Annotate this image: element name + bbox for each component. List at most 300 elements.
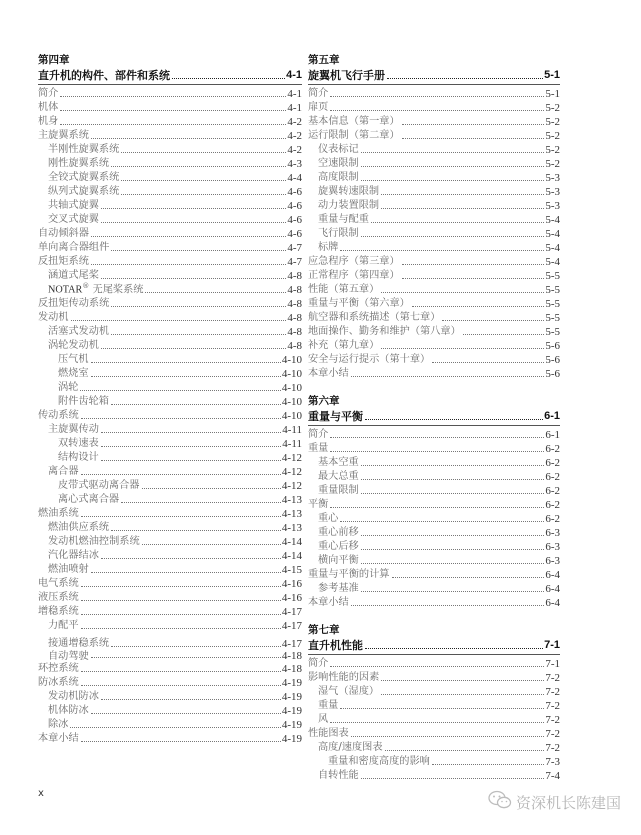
toc-entry[interactable] — [308, 129, 560, 143]
chapter-page: 5-1 — [544, 69, 560, 81]
entry-page: 4-7 — [287, 242, 302, 254]
toc-entry[interactable] — [38, 353, 302, 367]
toc-entry[interactable] — [38, 521, 302, 535]
entry-title: 机体 — [38, 102, 59, 113]
toc-entry[interactable] — [308, 213, 560, 227]
entry-page: 6-2 — [545, 471, 560, 483]
dot-leader — [70, 727, 280, 728]
chapter-title-row[interactable] — [308, 68, 560, 85]
entry-page: 4-6 — [287, 186, 302, 198]
dot-leader — [381, 194, 544, 195]
entry-page: 5-2 — [545, 116, 560, 128]
toc-entry[interactable] — [38, 423, 302, 437]
dot-leader — [91, 362, 281, 363]
toc-entry[interactable] — [308, 512, 560, 526]
entry-title: 发动机防冰 — [48, 691, 99, 702]
entry-title: 补充（第九章） — [308, 340, 380, 351]
dot-leader — [361, 166, 545, 167]
entry-page: 4-8 — [287, 284, 302, 296]
dot-leader — [111, 530, 281, 531]
toc-entry[interactable] — [38, 437, 302, 451]
chapter-title-row[interactable] — [38, 68, 302, 85]
toc-entry[interactable] — [38, 676, 302, 690]
toc-entry[interactable] — [38, 493, 302, 507]
toc-entry[interactable] — [308, 353, 560, 367]
dot-leader — [432, 764, 544, 765]
toc-entry[interactable] — [308, 101, 560, 115]
entry-title: 简介 — [38, 88, 59, 99]
dot-leader — [442, 320, 544, 321]
toc-entry[interactable] — [308, 727, 560, 741]
chapter-page: 4-1 — [286, 69, 302, 81]
dot-leader — [361, 778, 545, 779]
entry-page: 6-3 — [545, 527, 560, 539]
dot-leader — [172, 78, 285, 79]
entry-title: 参考基准 — [318, 583, 359, 594]
dot-leader — [142, 544, 281, 545]
toc-entry[interactable] — [308, 540, 560, 554]
dot-leader — [111, 334, 286, 335]
toc-entry[interactable] — [308, 185, 560, 199]
toc-entry[interactable] — [308, 526, 560, 540]
entry-title: 应急程序（第三章） — [308, 256, 400, 267]
wechat-icon — [488, 790, 512, 814]
entry-title: 防冰系统 — [38, 677, 79, 688]
entry-page: 4-2 — [287, 116, 302, 128]
dot-leader — [121, 180, 286, 181]
toc-entry[interactable] — [38, 101, 302, 115]
entry-title: 安全与运行提示（第十章） — [308, 354, 431, 365]
toc-entry[interactable] — [38, 171, 302, 185]
entry-page: 7-2 — [545, 700, 560, 712]
dot-leader — [351, 605, 545, 606]
entry-page: 6-4 — [545, 569, 560, 581]
dot-leader — [361, 563, 545, 564]
toc-entry[interactable] — [308, 171, 560, 185]
dot-leader — [361, 236, 545, 237]
entry-page: 4-18 — [281, 663, 302, 675]
chapter-title-row[interactable] — [308, 638, 560, 655]
toc-entry[interactable] — [38, 241, 302, 255]
toc-entry[interactable] — [38, 227, 302, 241]
entry-page: 4-12 — [281, 466, 302, 478]
toc-entry[interactable] — [38, 651, 302, 662]
entry-page: 7-1 — [545, 658, 560, 670]
dot-leader — [71, 320, 287, 321]
dot-leader — [111, 166, 286, 167]
toc-entry[interactable] — [38, 690, 302, 704]
dot-leader — [387, 78, 543, 79]
dot-leader — [340, 250, 544, 251]
toc-entry[interactable] — [38, 549, 302, 563]
dot-leader — [381, 348, 544, 349]
dot-leader — [81, 628, 281, 629]
dot-leader — [121, 152, 286, 153]
dot-leader — [91, 572, 281, 573]
entry-page: 5-2 — [545, 158, 560, 170]
dot-leader — [340, 521, 544, 522]
toc-entry[interactable] — [38, 199, 302, 213]
toc-entry[interactable] — [38, 718, 302, 732]
dot-leader — [91, 713, 281, 714]
toc-entry[interactable] — [308, 755, 560, 769]
entry-title: 自动倾斜器 — [38, 228, 89, 239]
dot-leader — [111, 250, 286, 251]
registered-mark: ® — [82, 281, 90, 290]
dot-leader — [91, 236, 286, 237]
toc-entry[interactable] — [38, 605, 302, 619]
entry-page: 4-1 — [287, 102, 302, 114]
entry-title: 双转速表 — [58, 438, 99, 449]
entry-page: 5-6 — [545, 368, 560, 380]
toc-entry[interactable] — [308, 470, 560, 484]
entry-title: 基本信息（第一章） — [308, 116, 400, 127]
toc-entry[interactable] — [308, 596, 560, 610]
dot-leader — [361, 591, 545, 592]
entry-page: 4-19 — [281, 691, 302, 703]
dot-leader — [111, 404, 281, 405]
entry-page: 4-1 — [287, 88, 302, 100]
entry-title: 增稳系统 — [38, 606, 79, 617]
toc-entry[interactable] — [38, 255, 302, 269]
entry-title: 纵列式旋翼系统 — [48, 186, 120, 197]
toc-entry[interactable] — [308, 498, 560, 512]
entry-page: 5-5 — [545, 270, 560, 282]
toc-entry[interactable] — [38, 662, 302, 676]
toc-entry[interactable] — [308, 325, 560, 339]
dot-leader — [330, 110, 544, 111]
entry-title: 液压系统 — [38, 592, 79, 603]
entry-title: 交叉式旋翼 — [48, 214, 99, 225]
entry-title: 重量与平衡的计算 — [308, 569, 390, 580]
entry-page: 5-2 — [545, 102, 560, 114]
entry-page: 4-11 — [282, 424, 302, 436]
dot-leader — [330, 96, 544, 97]
dot-leader — [361, 465, 545, 466]
dot-leader — [463, 334, 545, 335]
dot-leader — [101, 699, 281, 700]
toc-entry[interactable] — [308, 582, 560, 596]
toc-entry[interactable] — [38, 704, 302, 718]
toc-entry[interactable] — [308, 685, 560, 699]
entry-title: 涡轮发动机 — [48, 340, 99, 351]
toc-entry[interactable] — [308, 269, 560, 283]
toc-entry[interactable] — [308, 699, 560, 713]
dot-leader — [392, 577, 545, 578]
toc-entry[interactable] — [308, 769, 560, 783]
entry-title: 仪表标记 — [318, 144, 359, 155]
entry-page: 4-8 — [287, 298, 302, 310]
dot-leader — [60, 124, 286, 125]
toc-entry[interactable] — [308, 484, 560, 498]
toc-entry[interactable] — [308, 297, 560, 311]
entry-title: 皮带式驱动离合器 — [58, 480, 140, 491]
entry-title: 燃油系统 — [38, 508, 79, 519]
dot-leader — [340, 708, 544, 709]
entry-title: 本章小结 — [308, 597, 349, 608]
entry-page: 6-1 — [545, 429, 560, 441]
toc-entry[interactable] — [308, 554, 560, 568]
dot-leader — [330, 722, 544, 723]
entry-title: 本章小结 — [38, 733, 79, 744]
toc-entry[interactable] — [308, 442, 560, 456]
entry-page: 6-2 — [545, 485, 560, 497]
entry-title: 重量与平衡（第六章） — [308, 298, 410, 309]
toc-entry[interactable] — [38, 283, 302, 297]
entry-title: 旋翼转速限制 — [318, 186, 380, 197]
entry-title: 运行限制（第二章） — [308, 130, 400, 141]
entry-title: 航空器和系统描述（第七章） — [308, 312, 441, 323]
dot-leader — [365, 419, 543, 420]
toc-entry[interactable] — [38, 325, 302, 339]
entry-page: 4-17 — [281, 638, 302, 650]
entry-title: 性能图表 — [308, 728, 349, 739]
toc-entry[interactable] — [308, 339, 560, 353]
dot-leader — [60, 96, 286, 97]
entry-title: 本章小结 — [308, 368, 349, 379]
toc-entry[interactable] — [308, 428, 560, 442]
toc-entry[interactable] — [308, 367, 560, 381]
toc-entry[interactable] — [38, 185, 302, 199]
entry-page: 6-3 — [545, 541, 560, 553]
entry-page: 6-3 — [545, 555, 560, 567]
entry-title: 重量 — [308, 443, 329, 454]
entry-page: 4-16 — [281, 578, 302, 590]
entry-page: 6-4 — [545, 597, 560, 609]
toc-entry[interactable] — [38, 465, 302, 479]
entry-title: 涵道式尾桨 — [48, 270, 99, 281]
entry-page: 4-6 — [287, 214, 302, 226]
toc-entry[interactable] — [308, 671, 560, 685]
toc-entry[interactable] — [38, 157, 302, 171]
toc-entry[interactable] — [38, 633, 302, 651]
dot-leader — [91, 657, 281, 658]
entry-title: 重心后移 — [318, 541, 359, 552]
entry-title: 单向离合器组件 — [38, 242, 110, 253]
dot-leader — [330, 666, 544, 667]
entry-title: NOTAR® 无尾桨系统 — [48, 281, 144, 295]
dot-leader — [121, 194, 286, 195]
dot-leader — [402, 264, 545, 265]
entry-page: 4-6 — [287, 228, 302, 240]
toc-entry[interactable] — [38, 311, 302, 325]
dot-leader — [80, 390, 280, 391]
entry-page: 4-11 — [282, 438, 302, 450]
entry-page: 4-17 — [281, 606, 302, 618]
entry-title: 标牌 — [318, 242, 339, 253]
entry-page: 4-8 — [287, 326, 302, 338]
entry-title: 压气机 — [58, 354, 89, 365]
dot-leader — [91, 264, 286, 265]
entry-page: 4-8 — [287, 340, 302, 352]
chapter-label: 第四章 — [38, 54, 70, 66]
dot-leader — [81, 516, 281, 517]
entry-page: 4-19 — [281, 677, 302, 689]
entry-title: 自动驾驶 — [48, 651, 89, 662]
toc-entry[interactable] — [308, 657, 560, 671]
entry-title: 电气系统 — [38, 578, 79, 589]
chapter-title-row[interactable] — [308, 409, 560, 426]
toc-right-column — [308, 54, 560, 783]
entry-title: 横向平衡 — [318, 555, 359, 566]
toc-entry[interactable] — [308, 143, 560, 157]
toc-entry[interactable] — [308, 157, 560, 171]
entry-title: 发动机燃油控制系统 — [48, 536, 140, 547]
entry-page: 4-4 — [287, 172, 302, 184]
entry-title: 飞行限制 — [318, 228, 359, 239]
dot-leader — [101, 558, 281, 559]
toc-entry[interactable] — [308, 568, 560, 582]
chapter-label: 第六章 — [308, 395, 340, 407]
dot-leader — [402, 138, 545, 139]
toc-entry[interactable] — [38, 451, 302, 465]
entry-page: 4-16 — [281, 592, 302, 604]
toc-entry[interactable] — [38, 591, 302, 605]
dot-leader — [385, 750, 545, 751]
toc-entry[interactable] — [308, 115, 560, 129]
dot-leader — [432, 362, 544, 363]
toc-entry[interactable] — [38, 395, 302, 409]
dot-leader — [361, 180, 545, 181]
toc-entry[interactable] — [38, 507, 302, 521]
dot-leader — [351, 736, 545, 737]
dot-leader — [81, 614, 281, 615]
toc-entry[interactable] — [38, 577, 302, 591]
toc-entry[interactable] — [308, 456, 560, 470]
entry-page: 4-10 — [281, 368, 302, 380]
entry-page: 6-2 — [545, 499, 560, 511]
entry-title: 简介 — [308, 88, 329, 99]
entry-page: 7-2 — [545, 672, 560, 684]
entry-title: 性能（第五章） — [308, 284, 380, 295]
entry-title: 简介 — [308, 658, 329, 669]
entry-title: 基本空重 — [318, 457, 359, 468]
entry-page: 5-2 — [545, 144, 560, 156]
entry-page: 4-8 — [287, 312, 302, 324]
entry-title: 空速限制 — [318, 158, 359, 169]
entry-title: 重量 — [318, 700, 339, 711]
toc-entry[interactable] — [38, 563, 302, 577]
toc-entry[interactable] — [38, 213, 302, 227]
entry-page: 5-5 — [545, 298, 560, 310]
chapter-page: 6-1 — [544, 410, 560, 422]
toc-entry[interactable] — [308, 283, 560, 297]
toc-entry[interactable] — [38, 297, 302, 311]
entry-title: 共轴式旋翼 — [48, 200, 99, 211]
entry-title: 离心式离合器 — [58, 494, 120, 505]
toc-entry[interactable] — [308, 255, 560, 269]
entry-title: 传动系统 — [38, 410, 79, 421]
entry-page: 4-13 — [281, 522, 302, 534]
entry-page: 4-7 — [287, 256, 302, 268]
toc-entry[interactable] — [308, 241, 560, 255]
entry-page: 4-13 — [281, 508, 302, 520]
dot-leader — [361, 535, 545, 536]
toc-entry[interactable] — [38, 143, 302, 157]
toc-entry[interactable] — [308, 227, 560, 241]
toc-entry[interactable] — [38, 87, 302, 101]
toc-entry[interactable] — [308, 713, 560, 727]
dot-leader — [361, 549, 545, 550]
toc-entry[interactable] — [308, 741, 560, 755]
toc-entry[interactable] — [38, 129, 302, 143]
toc-entry[interactable] — [308, 311, 560, 325]
entry-page: 4-18 — [281, 650, 302, 662]
toc-entries — [38, 87, 302, 746]
dot-leader — [330, 507, 544, 508]
entry-title: 最大总重 — [318, 471, 359, 482]
entry-page: 5-3 — [545, 186, 560, 198]
entry-page: 7-3 — [545, 756, 560, 768]
chapter-gap — [308, 381, 560, 395]
toc-entry[interactable] — [38, 115, 302, 129]
entry-page: 4-3 — [287, 158, 302, 170]
entry-title: 重量与配重 — [318, 214, 369, 225]
dot-leader — [101, 460, 281, 461]
entry-page: 5-4 — [545, 228, 560, 240]
dot-leader — [91, 138, 286, 139]
entry-page: 4-2 — [287, 144, 302, 156]
entry-title: 接通增稳系统 — [48, 638, 110, 649]
entry-title: 风 — [318, 714, 329, 725]
toc-entry[interactable] — [38, 381, 302, 395]
dot-leader — [81, 741, 281, 742]
toc-entry[interactable] — [38, 732, 302, 746]
toc-left-column — [38, 54, 302, 746]
dot-leader — [365, 648, 543, 649]
chapter-page: 7-1 — [544, 639, 560, 651]
dot-leader — [330, 437, 544, 438]
entry-title: 发动机 — [38, 312, 69, 323]
toc-entry[interactable] — [38, 479, 302, 493]
entry-page: 4-10 — [281, 382, 302, 394]
toc-entry[interactable] — [38, 367, 302, 381]
dot-leader — [381, 680, 544, 681]
chapter-label: 第五章 — [308, 54, 340, 66]
entry-title: 重心 — [318, 513, 339, 524]
entry-title: 半刚性旋翼系统 — [48, 144, 120, 155]
entry-page: 6-4 — [545, 583, 560, 595]
entry-page: 4-19 — [281, 705, 302, 717]
entry-page: 7-2 — [545, 742, 560, 754]
toc-entry[interactable] — [38, 339, 302, 353]
entry-page: 5-3 — [545, 200, 560, 212]
entry-page: 5-3 — [545, 172, 560, 184]
toc-entry[interactable] — [38, 409, 302, 423]
entry-page: 5-5 — [545, 312, 560, 324]
toc-entry[interactable] — [308, 199, 560, 213]
entry-page: 5-1 — [545, 88, 560, 100]
dot-leader — [101, 348, 286, 349]
entry-page: 4-19 — [281, 719, 302, 731]
toc-entry[interactable] — [38, 619, 302, 633]
dot-leader — [351, 376, 545, 377]
entry-page: 7-2 — [545, 728, 560, 740]
dot-leader — [111, 646, 281, 647]
entry-title: 力配平 — [48, 620, 79, 631]
entry-title: 动力装置限制 — [318, 200, 380, 211]
dot-leader — [381, 292, 544, 293]
toc-entry[interactable] — [308, 87, 560, 101]
entry-title: 汽化器结冰 — [48, 550, 99, 561]
entry-page: 4-12 — [281, 480, 302, 492]
entry-title: 机体防冰 — [48, 705, 89, 716]
toc-entry[interactable] — [38, 535, 302, 549]
entry-page: 6-2 — [545, 457, 560, 469]
entry-title: 全铰式旋翼系统 — [48, 172, 120, 183]
dot-leader — [361, 152, 545, 153]
dot-leader — [101, 446, 281, 447]
